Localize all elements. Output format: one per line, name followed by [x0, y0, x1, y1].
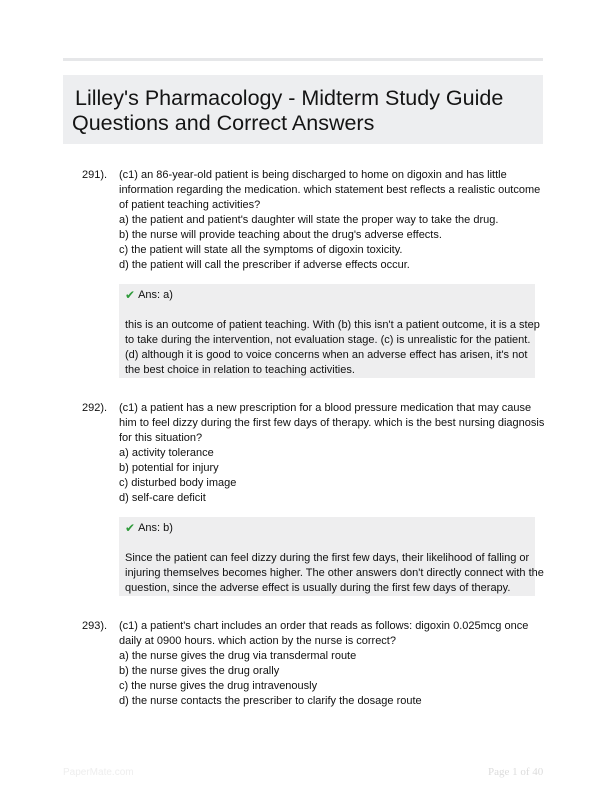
question-text-line: (c1) a patient has a new prescription for a blood pressure medication that may cause: [119, 402, 532, 414]
question-text-line: daily at 0900 hours. which action by the nurse is correct?: [119, 635, 396, 647]
question-number: 292).: [82, 402, 108, 414]
explanation-line: the best choice in relation to teaching activities.: [125, 364, 355, 376]
answer-label: Ans: a): [138, 289, 173, 301]
question-text-line: for this situation?: [119, 432, 203, 444]
option-a: a) the patient and patient's daughter will state the proper way to take the drug.: [119, 214, 499, 226]
document-title-line-1: Lilley's Pharmacology - Midterm Study Guide: [75, 86, 504, 110]
question-text-line: (c1) a patient's chart includes an order that reads as follows: digoxin 0.025mcg once: [119, 620, 529, 632]
answer-explanation: [125, 318, 540, 378]
question-body: [119, 401, 545, 506]
document-title-line-2: Questions and Correct Answers: [72, 111, 375, 135]
question-text: [119, 168, 539, 213]
option-c: c) the nurse gives the drug intravenously: [119, 680, 318, 692]
option-b: b) the nurse will provide teaching about the drug's adverse effects.: [119, 229, 442, 241]
question-text-line: of patient teaching activities?: [119, 199, 261, 211]
question-text-line: (c1) an 86-year-old patient is being discharged to home on digoxin and has little: [119, 169, 507, 181]
option-b: b) potential for injury: [119, 462, 219, 474]
question-text-line: him to feel dizzy during the first few days of therapy. which is the best nursing diagnosis: [119, 417, 545, 429]
option-b: b) the nurse gives the drug orally: [119, 665, 280, 677]
check-icon: ✔: [125, 288, 136, 302]
explanation-line: question, since the adverse effect is usually during the first few days of therapy.: [125, 582, 511, 594]
answer-header: [125, 521, 529, 536]
option-d: d) self-care deficit: [119, 492, 206, 504]
question-number: 291).: [82, 169, 108, 181]
option-a: a) activity tolerance: [119, 447, 214, 459]
question-text-line: information regarding the medication. which statement best reflects a realistic outcome: [119, 184, 541, 196]
option-c: c) the patient will state all the symptoms of digoxin toxicity.: [119, 244, 403, 256]
question-text: [119, 619, 539, 649]
explanation-line: injuring themselves becomes higher. The other answers don't directly connect with the: [125, 567, 544, 579]
question-body: [119, 168, 539, 273]
question-number: 293).: [82, 620, 108, 632]
answer-box-291: [119, 284, 540, 378]
option-c: c) disturbed body image: [119, 477, 237, 489]
document-title-box: [63, 75, 543, 144]
check-icon: ✔: [125, 521, 136, 535]
option-a: a) the nurse gives the drug via transdermal route: [119, 650, 357, 662]
page-number: Page 1 of 40: [488, 766, 544, 778]
answer-header: [125, 288, 529, 303]
explanation-line: (d) although it is good to voice concerns when an adverse effect has arisen, it's not: [125, 349, 528, 361]
answer-explanation: [125, 551, 544, 596]
explanation-line: Since the patient can feel dizzy during the first few days, their likelihood of falling or: [125, 552, 530, 564]
explanation-line: this is an outcome of patient teaching. With (b) this isn't a patient outcome, it is a step: [125, 319, 540, 331]
option-d: d) the patient will call the prescriber if adverse effects occur.: [119, 259, 410, 271]
footer-watermark: PaperMate.com: [63, 767, 134, 778]
answer-label: Ans: b): [138, 522, 173, 534]
option-d: d) the nurse contacts the prescriber to clarify the dosage route: [119, 695, 422, 707]
question-text: [119, 401, 545, 446]
question-body: [119, 619, 539, 709]
top-divider: [63, 58, 543, 61]
explanation-line: to take during the intervention, not evaluation stage. (c) is unrealistic for the patient.: [125, 334, 531, 346]
answer-box-292: [119, 517, 544, 596]
